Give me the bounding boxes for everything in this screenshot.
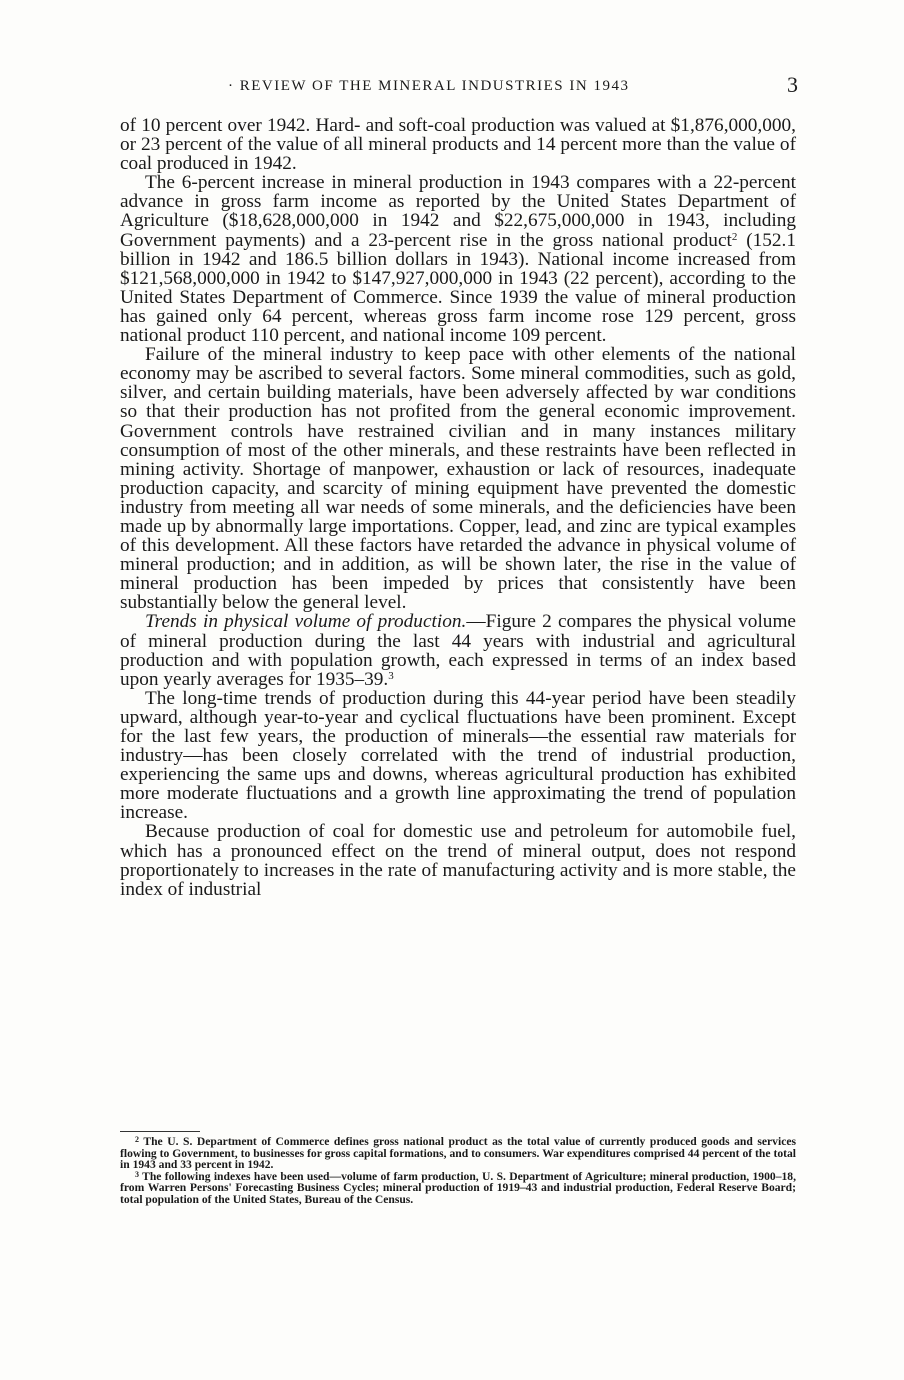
footnotes xyxy=(120,1136,796,1206)
section-run-in-heading: Trends in physical volume of production. xyxy=(145,611,467,633)
paragraph-6-text: Because production of coal for domestic use and petroleum for automobile fuel, which has a pronounced effect on the trend of mineral output, does not respond proportionately to increases in the rate of manufacturing activity and is more stable, the index of industrial xyxy=(120,821,796,900)
footnote-3-mark: 3 xyxy=(135,1169,139,1179)
footnote-2-text: The U. S. Department of Commerce defines gross national product as the total value of currently produced goods and services flowing to Government, to businesses for gross capital formations, and to consumers. War expenditures comprised 44 percent of the total in 1943 and 33 percent in 1942. xyxy=(120,1135,796,1172)
paragraph-2 xyxy=(120,173,796,345)
page-header xyxy=(118,70,798,100)
footnote-ref-2: 2 xyxy=(731,230,738,243)
paragraph-5 xyxy=(120,689,796,823)
paragraph-4 xyxy=(120,612,796,688)
footnote-ref-3: 3 xyxy=(388,669,394,682)
page-number: 3 xyxy=(787,72,798,97)
footnote-3 xyxy=(120,1171,796,1206)
footnote-2 xyxy=(120,1136,796,1171)
footnote-2-mark: 2 xyxy=(135,1135,139,1144)
paragraph-1-text: of 10 percent over 1942. Hard- and soft-coal production was valued at $1,876,000,000, or 23 percent of the value of all mineral products and 14 percent more than the value of coal produced in 1942. xyxy=(120,115,796,175)
paragraph-3 xyxy=(120,345,796,612)
paragraph-3-text: Failure of the mineral industry to keep pace with other elements of the national economy may be ascribed to several factors. Some mineral commodities, such as gold, silver, and certain building materials, have been adversely affected by war conditions so that their production has not profited from the general economic improvement. Government controls have restrained civilian and in many instances military consumption of most of the other minerals, and these restraints have been reflected in mining activity. Shortage of manpower, exhaustion or lack of resources, inadequate production capacity, and scarcity of mining equipment have prevented the domestic industry from meeting all war needs of some minerals, and the deficiencies have been made up by abnormally large importations. Copper, lead, and zinc are typical examples of this development. All these factors have retarded the advance in physical volume of mineral production; and in addition, as will be shown later, the rise in the value of mineral production has been impeded by prices that consistently have been substantially below the general level. xyxy=(120,344,796,614)
paragraph-2-text-a: The 6-percent increase in mineral production in 1943 compares with a 22-percent advance in gross farm income as reported by the United States Department of Agriculture ($18,628,000,000 in 1942 and $22,675,000,000 in 1943, including Government payments) and a 23-percent rise in the gross national product xyxy=(120,172,796,251)
paragraph-4-text: —Figure 2 compares the physical volume of mineral production during the last 44 years with industrial and agricultural production and with population growth, each expressed in terms of an index based upon yearly averages for 1935–39. xyxy=(120,611,796,690)
body-text xyxy=(120,116,796,899)
paragraph-6 xyxy=(120,822,796,898)
paragraph-2-text-b: (152.1 billion in 1942 and 186.5 billion dollars in 1943). National income increased from $121,568,000,000 in 1942 to $147,927,000,000 in 1943 (22 percent), according to the United States Department of Commerce. Since 1939 the value of mineral production has gained only 64 percent, whereas gross farm income rose 129 percent, gross national product 110 percent, and national income 109 percent. xyxy=(120,229,797,347)
paragraph-5-text: The long-time trends of production during this 44-year period have been steadily upward, although year-to-year and cyclical fluctuations have been prominent. Except for the last few years, the production of minerals—the essential raw materials for industry—has been closely correlated with the trend of industrial production, experiencing the same ups and downs, whereas agricultural production has exhibited more moderate fluctuations and a growth line approximating the trend of population increase. xyxy=(120,687,796,824)
footnote-3-text: The following indexes have been used—volume of farm production, U. S. Department of Agriculture; mineral production, 1900–18, from Warren Persons' Forecasting Business Cycles; mineral production of 1919–43 and industrial production, Federal Reserve Board; total population of the United States, Bureau of the Census. xyxy=(120,1169,796,1206)
footnote-divider xyxy=(120,1131,200,1132)
running-head: · REVIEW OF THE MINERAL INDUSTRIES IN 1943 xyxy=(228,78,630,94)
paragraph-1 xyxy=(120,116,796,173)
